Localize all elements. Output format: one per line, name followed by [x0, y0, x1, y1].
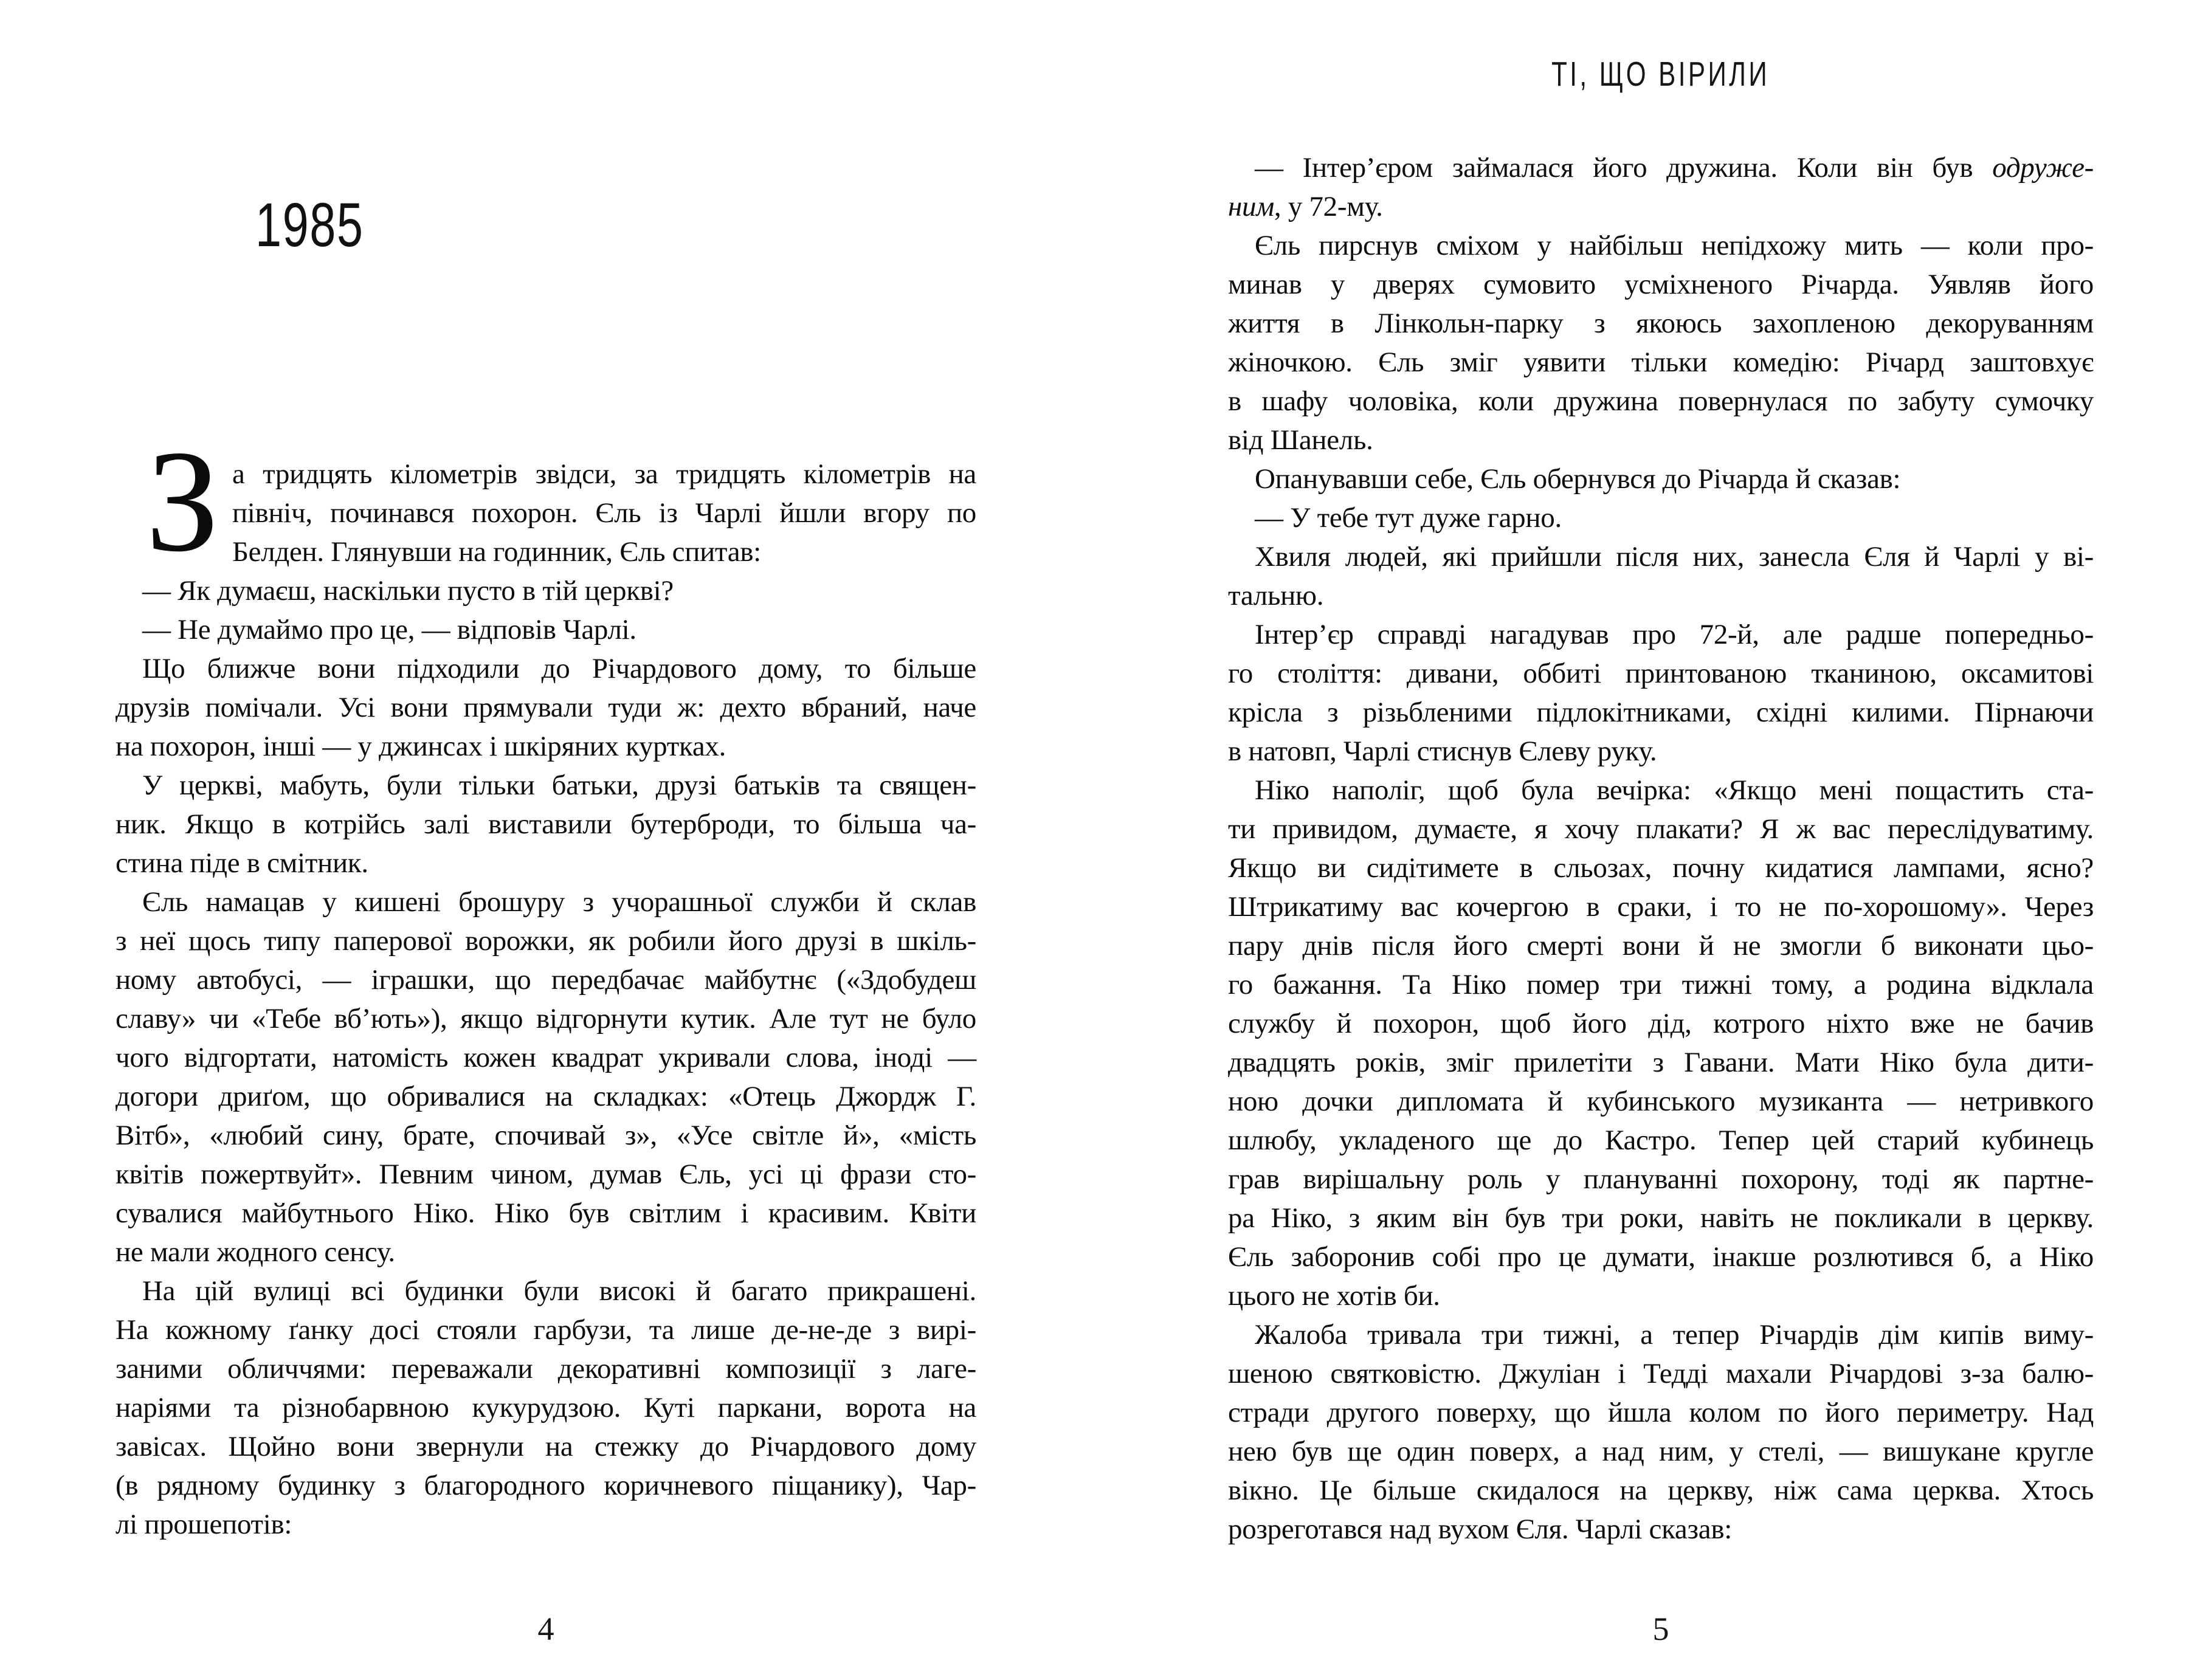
text-line: Штрикатиму вас кочергою в сраки, і то не по-хорошому». Через: [1228, 891, 2094, 923]
text-line: Белден. Глянувши на годинник, Єль спитав:: [232, 536, 761, 568]
text-line: а тридцять кілометрів звідси, за тридцять кілометрів на: [232, 458, 976, 490]
text-line: ному автобусі, — іграшки, що передбачає майбутнє («Здобудеш: [116, 964, 976, 996]
text-line: Єль намацав у кишені брошуру з учорашньої служби й склав: [142, 886, 976, 918]
text-line: шеною святковістю. Джуліан і Тедді махали Річардові з-за балю-: [1228, 1358, 2094, 1389]
paragraph: [116, 571, 976, 610]
text-line: Опанувавши себе, Єль обернувся до Річарда й сказав:: [1255, 463, 1901, 495]
text-line: чого відгортати, натомість кожен квадрат укривали слова, іноді —: [116, 1042, 976, 1073]
text-line: Хвиля людей, які прийшли після них, занесла Єля й Чарлі у ві-: [1255, 541, 2094, 573]
text-line: го бажання. Та Ніко помер три тижні тому, а родина відклала: [1228, 969, 2094, 1000]
text-line: ник. Якщо в котрійсь залі виставили бутерброди, то більша ча-: [116, 808, 976, 840]
text-line: ною дочки дипломата й кубинського музиканта — нетривкого: [1228, 1086, 2094, 1117]
text-line: завісах. Щойно вони звернули на стежку до Річардового дому: [116, 1431, 976, 1462]
text-line: лі прошепотів:: [116, 1509, 292, 1540]
text-line: Вітб», «любий сину, брате, спочивай з», «Усе світле й», «мість: [116, 1120, 976, 1151]
text-line: крісла з різьбленими підлокітниками, східні килими. Пірнаючи: [1228, 697, 2094, 728]
paragraph: [1228, 460, 2094, 498]
text-line: життя в Лінкольн-парку з якоюсь захопленою декоруванням: [1228, 308, 2094, 339]
text-line: стина піде в смітник.: [116, 847, 368, 879]
text-line: ти привидом, думаєте, я хочу плакати? Я ж вас переслідуватиму.: [1228, 813, 2094, 845]
text-line: го століття: дивани, оббиті принтованою тканиною, оксамитові: [1228, 658, 2094, 689]
paragraph: [1228, 498, 2094, 537]
text-line: нею був ще один поверх, а над ним, у стелі, — вишукане кругле: [1228, 1436, 2094, 1467]
left-page-body-text: [116, 420, 976, 1544]
paragraph: [116, 420, 976, 582]
text-line: Жалоба тривала три тижні, а тепер Річардів дім кипів виму-: [1255, 1319, 2094, 1351]
running-header-text: ТІ, ЩО ВІРИЛИ: [1551, 55, 1770, 94]
chapter-heading: [255, 190, 398, 260]
text-line: Інтер’єр справді нагадував про 72-й, але радше попередньо-: [1255, 619, 2094, 650]
page-number-left: 4: [537, 1611, 554, 1647]
text-line: ним, у 72-му.: [1228, 191, 1383, 222]
page-number-right: 5: [1652, 1611, 1669, 1647]
text-line: тальню.: [1228, 580, 1324, 611]
text-line: розреготався над вухом Єля. Чарлі сказав:: [1228, 1513, 1732, 1545]
text-line: (в рядному будинку з благородного коричневого піщанику), Чар-: [116, 1470, 976, 1501]
chapter-heading-text: 1985: [255, 190, 364, 260]
running-header: [1228, 56, 2094, 92]
text-line: — Як думаєш, наскільки пусто в тій церкві?: [142, 575, 674, 607]
text-line: на похорон, інші — у джинсах і шкіряних куртках.: [116, 731, 726, 762]
text-line: ра Ніко, з яким він був три роки, навіть не покликали в церкву.: [1228, 1202, 2094, 1234]
text-line: не мали жодного сенсу.: [116, 1236, 395, 1268]
text-line: жіночкою. Єль зміг уявити тільки комедію: Річард заштовхує: [1228, 346, 2094, 378]
text-line: цього не хотів би.: [1228, 1280, 1440, 1312]
paragraph: [116, 766, 976, 883]
text-line: друзів помічали. Усі вони прямували туди ж: дехто вбраний, наче: [116, 692, 976, 723]
text-line: квітів пожертвуйт». Певним чином, думав Єль, усі ці фрази сто-: [116, 1158, 976, 1190]
text-line: в натовп, Чарлі стиснув Єлеву руку.: [1228, 735, 1657, 767]
text-line: в шафу чоловіка, коли дружина повернулася по забуту сумочку: [1228, 385, 2094, 417]
text-line: сувалися майбутнього Ніко. Ніко був світлим і красивим. Квіти: [116, 1197, 976, 1229]
text-line: двадцять років, зміг прилетіти з Гавани. Мати Ніко була дити-: [1228, 1047, 2094, 1078]
text-line: славу» чи «Тебе вб’ють»), якщо відгорнути кутик. Але тут не було: [116, 1003, 976, 1035]
text-line: — У тебе тут дуже гарно.: [1255, 502, 1562, 534]
text-line: шлюбу, укладеного ще до Кастро. Тепер цей старий кубинець: [1228, 1124, 2094, 1156]
text-line: північ, починався похорон. Єль із Чарлі йшли вгору по: [232, 497, 976, 529]
text-line: з неї щось типу паперової ворожки, як робили його друзі в шкіль-: [116, 925, 976, 957]
paragraph: [1228, 771, 2094, 1315]
paragraph: [1228, 226, 2094, 460]
paragraph: [1228, 148, 2094, 226]
paragraph: [116, 649, 976, 766]
text-line: На кожному ґанку досі стояли гарбузи, та лише де-не-де з вирі-: [116, 1314, 976, 1346]
text-line: Єль заборонив собі про це думати, інакше розлютився б, а Ніко: [1228, 1241, 2094, 1273]
text-line: заними обличчями: переважали декоративні композиції з лаге-: [116, 1353, 976, 1385]
text-line: минав у дверях сумовито усміхненого Річарда. Уявляв його: [1228, 269, 2094, 300]
text-line: догори дриґом, що обривалися на складках: «Отець Джордж Г.: [116, 1081, 976, 1112]
text-line: службу й похорон, щоб його дід, котрого ніхто вже не бачив: [1228, 1008, 2094, 1039]
text-line: На цій вулиці всі будинки були високі й багато прикрашені.: [142, 1275, 976, 1307]
text-line: Що ближче вони підходили до Річардового дому, то більше: [142, 653, 976, 684]
text-line: вікно. Це більше скидалося на церкву, ніж сама церква. Хтось: [1228, 1475, 2094, 1506]
text-line: У церкві, мабуть, були тільки батьки, друзі батьків та священ-: [142, 769, 976, 801]
paragraph: [1228, 615, 2094, 771]
text-line: — Не думаймо про це, — відповів Чарлі.: [142, 614, 636, 645]
left-page: [0, 0, 1098, 1680]
text-line: — Інтер’єром займалася його дружина. Коли він був одруже-: [1255, 152, 2094, 184]
paragraph: [116, 1272, 976, 1544]
text-line: пару днів після його смерті вони й не змогли б виконати цьо-: [1228, 930, 2094, 962]
text-line: Єль пирснув сміхом у найбільш непідхожу мить — коли про-: [1255, 230, 2094, 261]
text-line: від Шанель.: [1228, 424, 1373, 456]
drop-cap: З: [146, 420, 219, 582]
right-page-body-text: [1228, 148, 2094, 1549]
right-page: [1098, 0, 2197, 1680]
paragraph: [1228, 537, 2094, 615]
text-line: грав вирішальну роль у плануванні похорону, тоді як партне-: [1228, 1163, 2094, 1195]
paragraph: [1228, 1315, 2094, 1549]
paragraph: [116, 883, 976, 1272]
text-line: стради другого поверху, що йшла колом по його периметру. Над: [1228, 1397, 2094, 1428]
text-line: Ніко наполіг, щоб була вечірка: «Якщо мені пощастить ста-: [1255, 774, 2094, 806]
paragraph: [116, 610, 976, 649]
text-line: Якщо ви сидітимете в сльозах, почну кидатися лампами, ясно?: [1228, 852, 2094, 884]
text-line: наріями та різнобарвною кукурудзою. Куті паркани, ворота на: [116, 1392, 976, 1424]
